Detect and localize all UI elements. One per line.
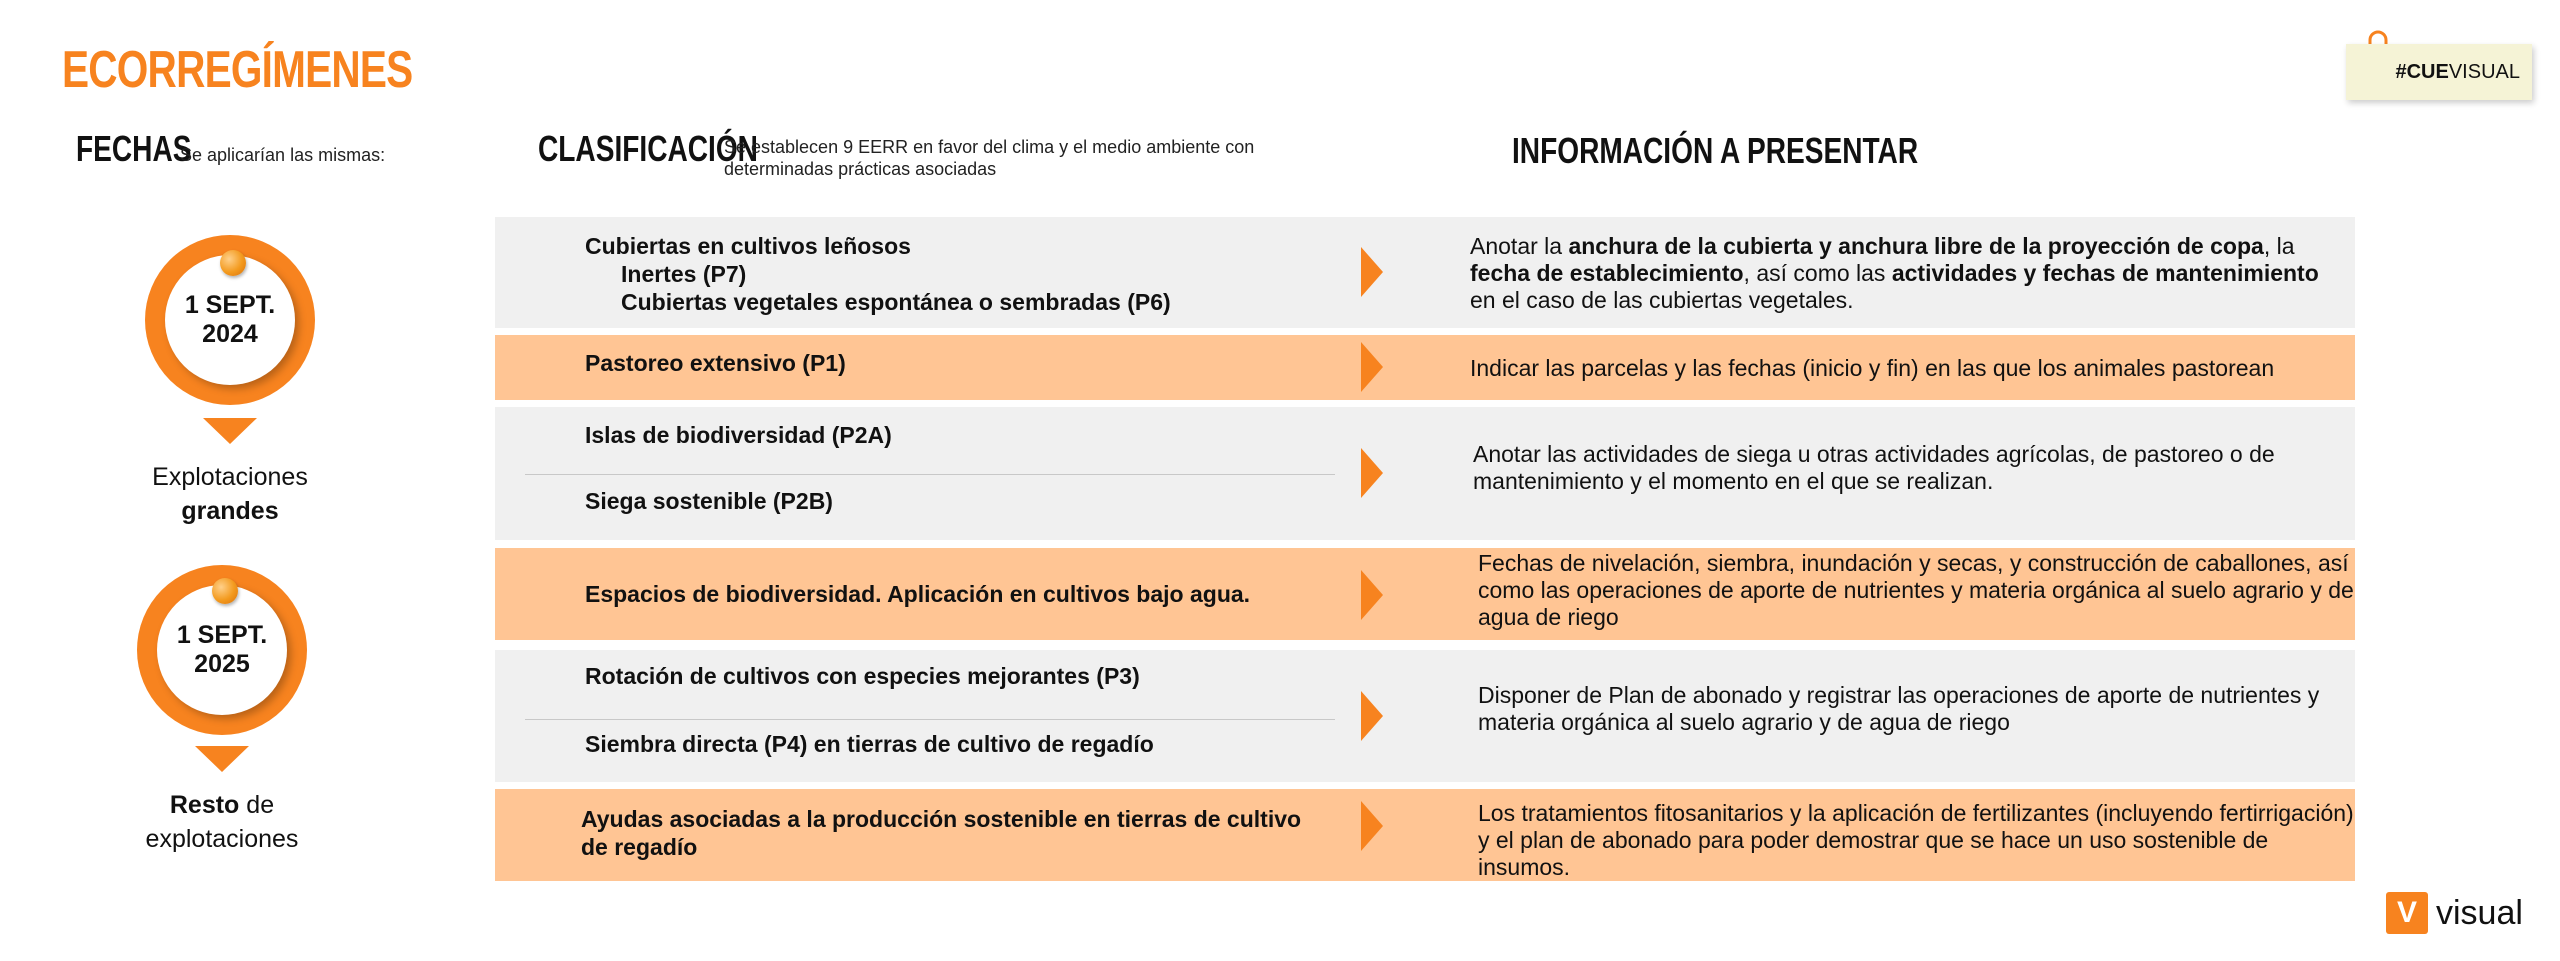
row-info: Los tratamientos fitosanitarios y la aplicación de fertilizantes (incluyendo fertirrigación) y el plan de abonado para poder demostrar que se hace un uso sostenible de insumos. (1478, 800, 2354, 880)
row-sublabel: Cubiertas vegetales espontánea o sembradas (P6) (621, 289, 1171, 315)
arrow-right-icon (1361, 570, 1383, 620)
table-row (495, 650, 2355, 782)
down-arrow-icon (203, 418, 257, 444)
table-row (495, 335, 2355, 400)
arrow-right-icon (1361, 342, 1383, 392)
logo-text: visual (2436, 893, 2523, 932)
table-row (495, 789, 2355, 881)
row-label: Siembra directa (P4) en tierras de cultivo de regadío (585, 731, 1154, 757)
table-row (495, 407, 2355, 540)
arrow-right-icon (1361, 691, 1383, 741)
row-label: Cubiertas en cultivos leñosos (585, 233, 911, 259)
arrow-right-icon (1361, 247, 1383, 297)
date-2025: 1 SEPT. 2025 (176, 621, 268, 678)
clasificacion-subtitle: Se establecen 9 EERR en favor del clima y el medio ambiente con determinadas prácticas asociadas (724, 137, 1255, 179)
informacion-heading: INFORMACIÓN A PRESENTAR (1512, 130, 1919, 171)
date-caption-2025: Resto de explotaciones (145, 791, 299, 853)
row-label: Ayudas asociadas a la producción sostenible en tierras de cultivo de regadío (581, 806, 1302, 860)
row-divider (525, 719, 1335, 720)
row-info: Indicar las parcelas y las fechas (inicio y fin) en las que los animales pastorean (1470, 355, 2275, 381)
row-label: Islas de biodiversidad (P2A) (585, 422, 892, 448)
row-label: Rotación de cultivos con especies mejorantes (P3) (585, 663, 1140, 689)
table-row (495, 217, 2355, 328)
date-2024: 1 SEPT. 2024 (184, 291, 276, 348)
clasificacion-heading: CLASIFICACIÓN (538, 128, 758, 169)
row-info: Anotar la anchura de la cubierta y anchura libre de la proyección de copa, la fecha de establecimiento, así como las actividades y fechas de mantenimiento en el caso de las cubiertas vegetales. (1470, 233, 2319, 313)
pushpin-icon (220, 250, 246, 276)
table-row (495, 548, 2355, 640)
row-divider (525, 474, 1335, 475)
row-info: Disponer de Plan de abonado y registrar las operaciones de aporte de nutrientes y materia orgánica al suelo agrario y de agua de riego (1478, 682, 2320, 735)
hashtag-badge: #CUE VISUAL (2346, 44, 2532, 100)
row-label: Siega sostenible (P2B) (585, 488, 833, 514)
row-info: Anotar las actividades de siega u otras actividades agrícolas, de pastoreo o de mantenimiento y el momento en el que se realizan. (1473, 441, 2275, 494)
arrow-right-icon (1361, 801, 1383, 851)
pushpin-icon (212, 578, 238, 604)
arrow-right-icon (1361, 448, 1383, 498)
row-info: Fechas de nivelación, siembra, inundación y secas, y construcción de caballones, así como las operaciones de aporte de nutrientes y materia orgánica al suelo agrario y de agua de riego (1478, 550, 2354, 630)
date-caption-2024: Explotaciones grandes (152, 463, 308, 525)
down-arrow-icon (195, 746, 249, 772)
row-label: Pastoreo extensivo (P1) (585, 350, 846, 376)
fechas-heading: FECHAS (76, 128, 192, 169)
visual-logo (2386, 892, 2523, 934)
row-sublabel: Inertes (P7) (621, 261, 747, 287)
page-title: ECORREGÍMENES (62, 41, 413, 99)
logo-mark: V (2386, 892, 2428, 934)
fechas-subtitle: Se aplicarían las mismas: (180, 145, 386, 165)
row-label: Espacios de biodiversidad. Aplicación en cultivos bajo agua. (585, 581, 1251, 607)
